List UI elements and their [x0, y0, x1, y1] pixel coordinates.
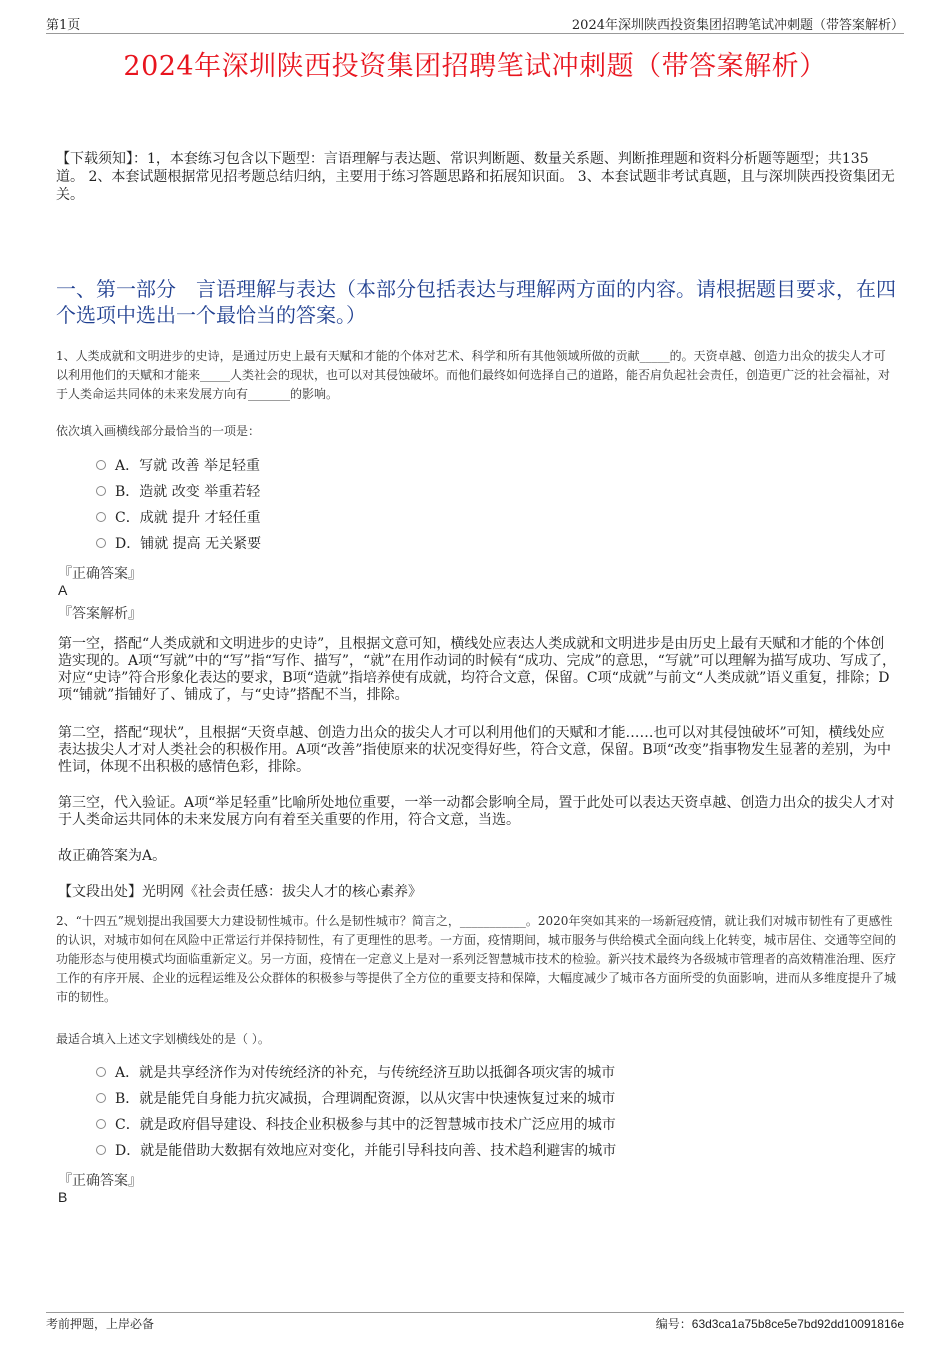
- radio-icon[interactable]: [96, 512, 106, 522]
- question-1-prompt: 依次填入画横线部分最恰当的一项是：: [56, 424, 261, 438]
- question-2-option-d[interactable]: [96, 1141, 616, 1161]
- question-1-option-a[interactable]: [96, 456, 260, 476]
- radio-icon[interactable]: [96, 460, 106, 470]
- question-2-answer-label: 『正确答案』: [58, 1173, 142, 1189]
- footer-divider: [46, 1312, 904, 1313]
- section-heading: 一、第一部分 言语理解与表达（本部分包括表达与理解两方面的内容。请根据题目要求，在四个选项中选出一个最恰当的答案。）: [56, 277, 896, 327]
- question-2-prompt: 最适合填入上述文字划横线处的是（ ）。: [56, 1032, 270, 1046]
- radio-icon[interactable]: [96, 486, 106, 496]
- question-2-option-a[interactable]: [96, 1063, 615, 1083]
- question-1-text: 1、人类成就和文明进步的史诗，是通过历史上最有天赋和才能的个体对艺术、科学和所有其他领域所做的贡献_____的。天资卓越、创造力出众的拔尖人才可以利用他们的天赋和才能来_____人类社会的现状，也可以对其侵蚀破坏。而他们最终如何选择自己的道路，能否肩负起社会责任，创造更广泛的社会福祉，对于人类命运共同体的未来发展方向有_______的影响。: [56, 349, 891, 401]
- footer-slogan: 考前押题，上岸必备: [46, 1317, 155, 1331]
- analysis-paragraph-1: 第一空，搭配“人类成就和文明进步的史诗”，且根据文意可知，横线处应表达人类成就和文明进步是由历史上最有天赋和才能的个体创造实现的。A项“写就”中的“写”指“写作、描写”，“就”在用作动词的时候有“成功、完成”的意思，“写就”可以理解为描写成功、写成了，对应“史诗”符合形象化表达的要求，B项“造就”指培养使有成就，均符合文意，保留。C项“成就”与前文“人类成就”语义重复，排除；D项“铺就”指铺好了、铺成了，与“史诗”搭配不当，排除。: [58, 636, 896, 703]
- footer-code: [656, 1315, 904, 1332]
- option-label: D．铺就 提高 无关紧要: [115, 536, 262, 552]
- radio-icon[interactable]: [96, 1145, 106, 1155]
- download-notice: 【下载须知】：1，本套练习包含以下题型：言语理解与表达题、常识判断题、数量关系题、判断推理题和资料分析题等题型；共135道。 2、本套试题根据常见招考题总结归纳，主要用于练习答题思路和拓展知识面。 3、本套试题非考试真题，且与深圳陕西投资集团无关。: [56, 151, 895, 203]
- question-2-option-b[interactable]: [96, 1089, 615, 1109]
- header-doc-title: 2024年深圳陕西投资集团招聘笔试冲刺题（带答案解析）: [571, 18, 904, 33]
- option-label: B．造就 改变 举重若轻: [115, 484, 261, 500]
- option-label: C．成就 提升 才轻任重: [115, 510, 261, 526]
- analysis-paragraph-2: 第二空，搭配“现状”，且根据“天资卓越、创造力出众的拔尖人才可以利用他们的天赋和才能……也可以对其侵蚀破坏”可知，横线处应表达拔尖人才对人类社会的积极作用。A项“改善”指使原来的状况变得好些，符合文意，保留。B项“改变”指事物发生显著的差别，为中性词，体现不出积极的感情色彩，排除。: [58, 725, 892, 775]
- question-2-answer: B: [58, 1189, 68, 1205]
- radio-icon[interactable]: [96, 1067, 106, 1077]
- option-label: C．就是政府倡导建设、科技企业积极参与其中的泛智慧城市技术广泛应用的城市: [115, 1117, 616, 1133]
- option-label: A．写就 改善 举足轻重: [115, 458, 261, 474]
- question-1-option-c[interactable]: [96, 508, 261, 528]
- question-1-answer-label: 『正确答案』: [58, 566, 142, 582]
- question-1-analysis-label: 『答案解析』: [58, 606, 142, 622]
- option-label: B．就是能凭自身能力抗灾减损，合理调配资源，以从灾害中快速恢复过来的城市: [115, 1091, 616, 1107]
- question-1-option-b[interactable]: [96, 482, 260, 502]
- page-number: 第1页: [46, 18, 81, 33]
- header-divider: [46, 33, 904, 34]
- footer-code-value: 63d3ca1a75b8ce5e7bd92dd10091816e: [691, 1317, 904, 1331]
- option-label: D．就是能借助大数据有效地应对变化，并能引导科技向善、技术趋利避害的城市: [115, 1143, 617, 1159]
- radio-icon[interactable]: [96, 1119, 106, 1129]
- question-1-option-d[interactable]: [96, 534, 261, 554]
- page-title: 2024年深圳陕西投资集团招聘笔试冲刺题（带答案解析）: [123, 51, 827, 82]
- question-1-answer: A: [58, 582, 68, 598]
- analysis-paragraph-3: 第三空，代入验证。A项“举足轻重”比喻所处地位重要，一举一动都会影响全局，置于此处可以表达天资卓越、创造力出众的拔尖人才对于人类命运共同体的未来发展方向有着至关重要的作用，符合文意，当选。: [58, 795, 895, 828]
- question-1-source: 【文段出处】光明网《社会责任感：拔尖人才的核心素养》: [58, 884, 422, 900]
- radio-icon[interactable]: [96, 1093, 106, 1103]
- radio-icon[interactable]: [96, 538, 106, 548]
- footer-code-label: 编号：: [655, 1317, 692, 1331]
- option-label: A．就是共享经济作为对传统经济的补充，与传统经济互助以抵御各项灾害的城市: [115, 1065, 616, 1081]
- analysis-conclusion: 故正确答案为A。: [58, 848, 167, 864]
- question-2-option-c[interactable]: [96, 1115, 616, 1135]
- question-2-text: 2、“十四五”规划提出我国要大力建设韧性城市。什么是韧性城市？简言之，___________。2020年突如其来的一场新冠疫情，就让我们对城市韧性有了更感性的认识，对城市如何在风险中正常运行并保持韧性，有了更理性的思考。一方面，疫情期间，城市服务与供给模式全面向线上化转变，城市居住、交通等空间的功能形态与使用模式均面临重新定义。另一方面，疫情在一定意义上是对一系列泛智慧城市技术的检验。新兴技术最终为各级城市管理者的高效精准治理、医疗工作的有序开展、企业的远程运维及公众群体的积极参与等提供了全方位的重要支持和保障，大幅度减少了城市各方面所受的负面影响，进而从多维度提升了城市的韧性。: [56, 914, 897, 1004]
